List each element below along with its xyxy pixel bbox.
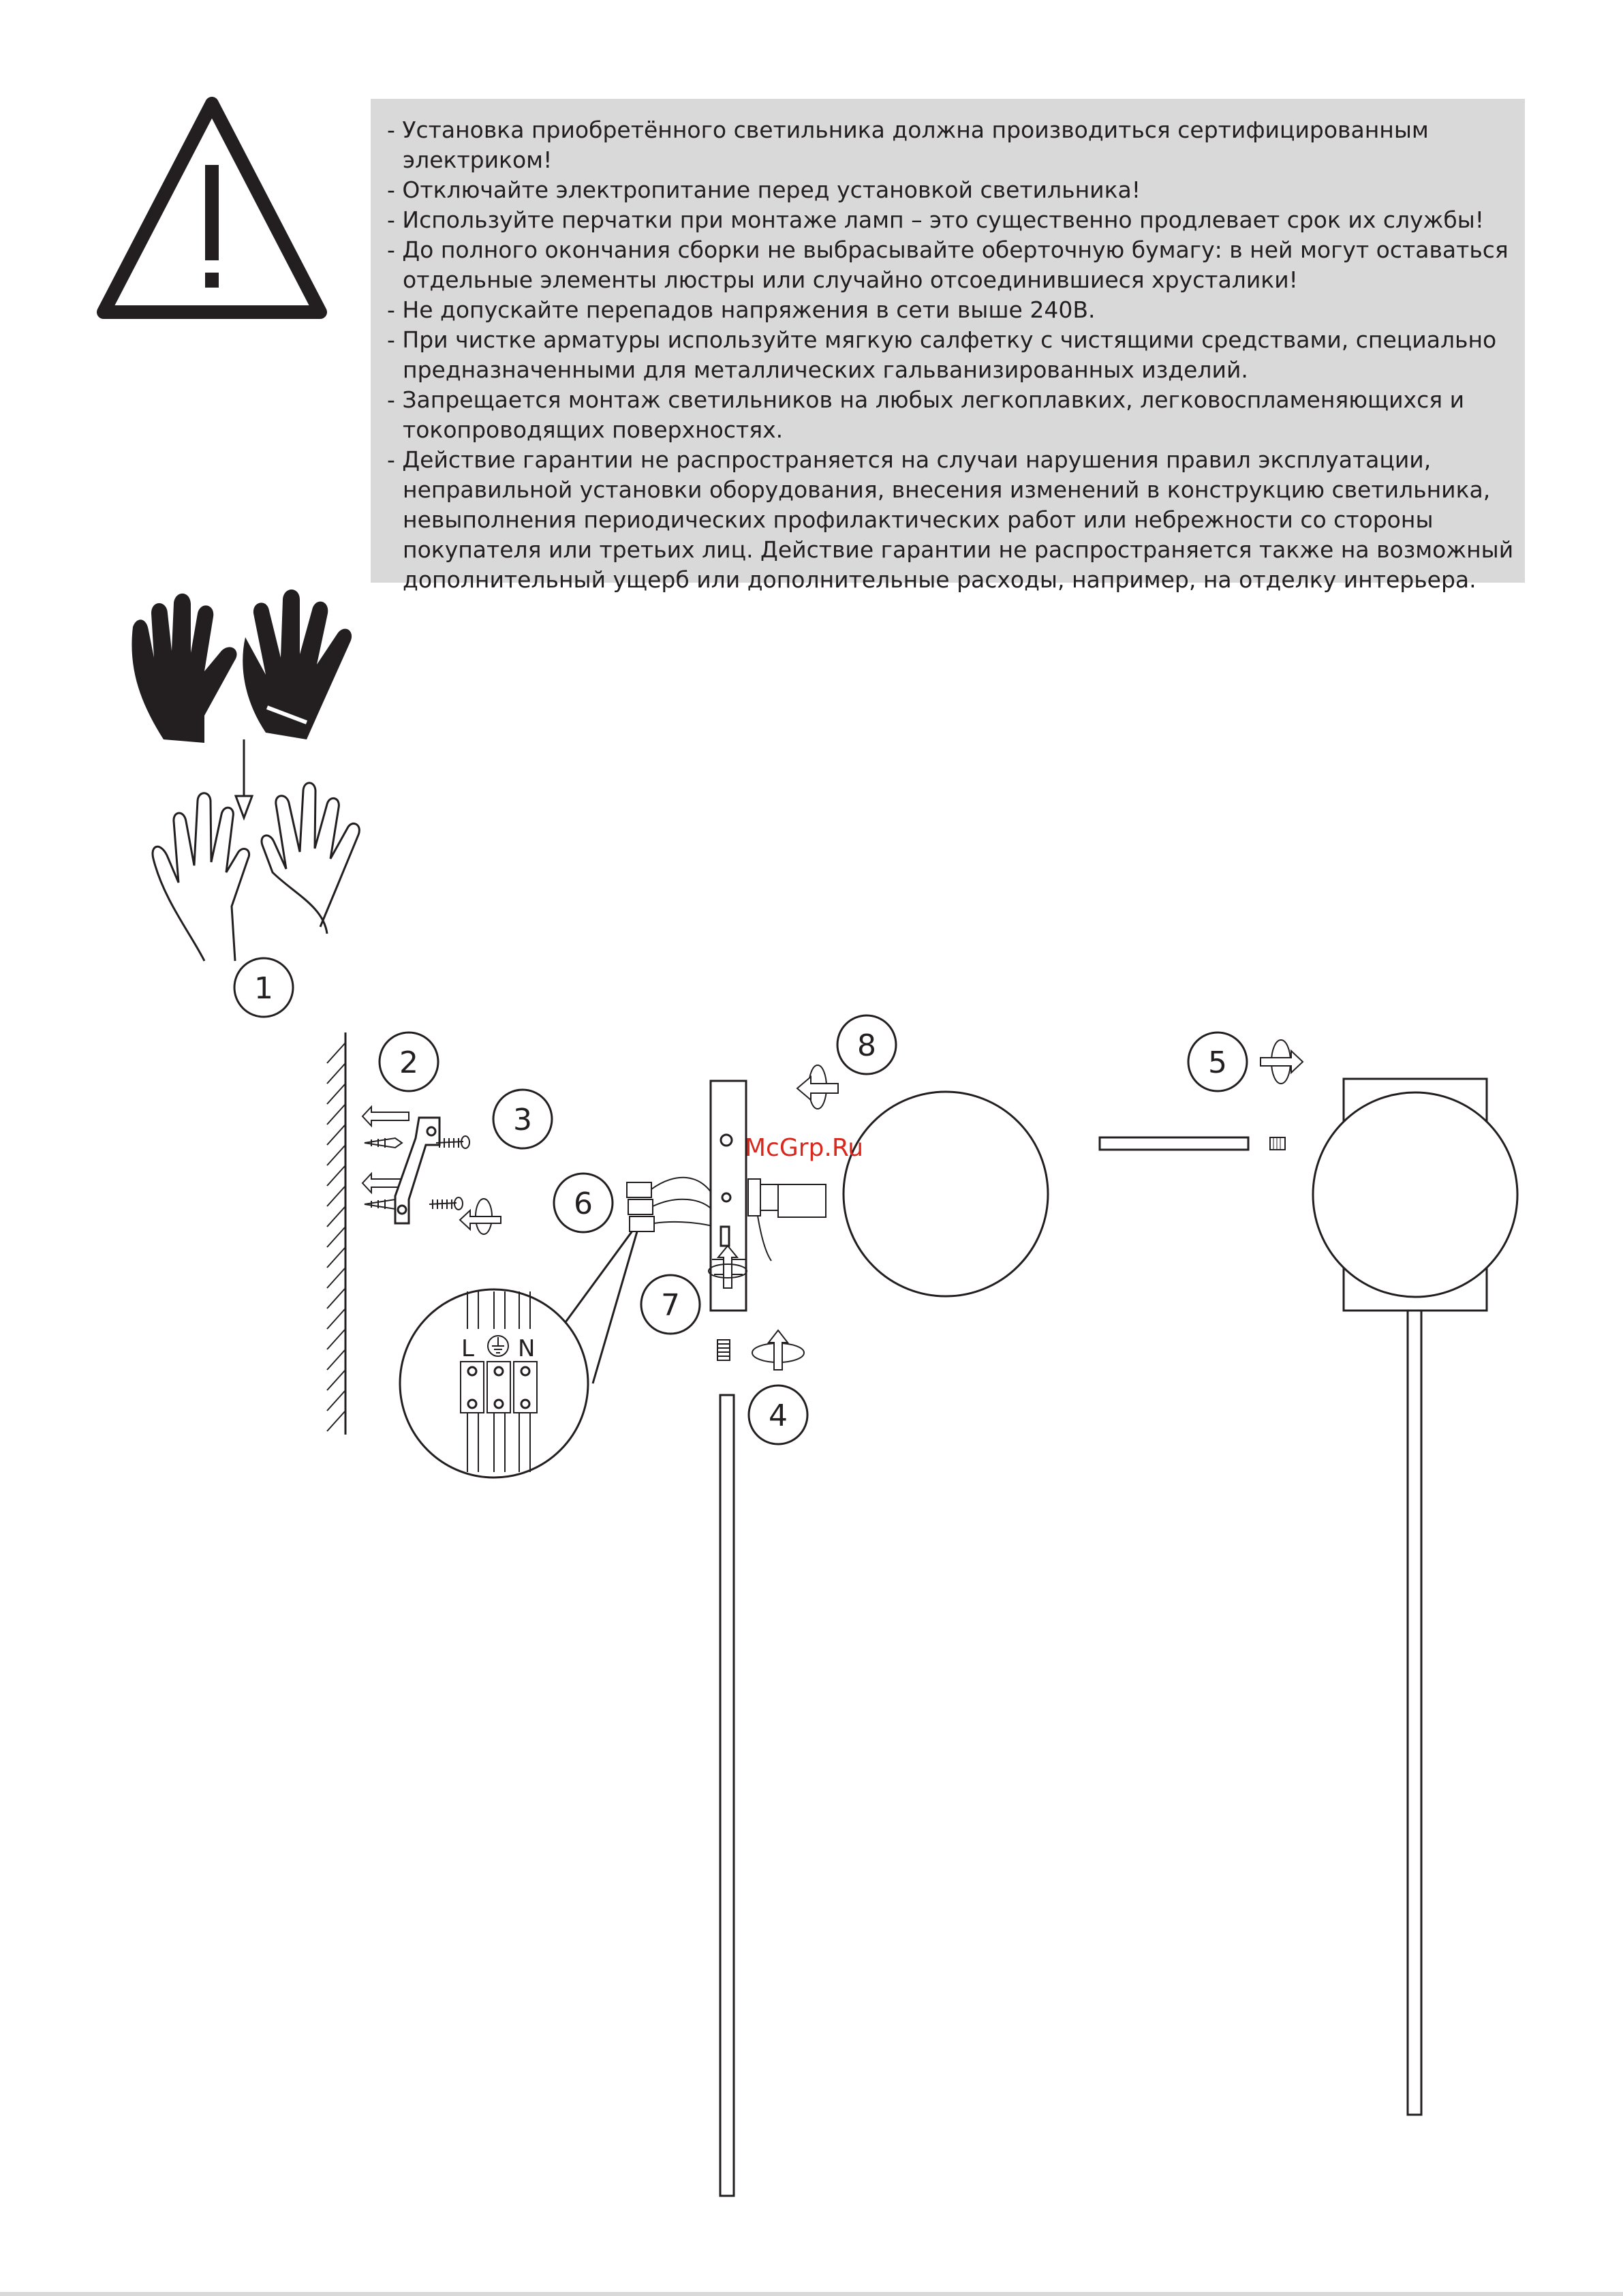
wall bbox=[327, 1032, 345, 1435]
step-2 bbox=[380, 1032, 438, 1091]
terminal-label-live: L bbox=[461, 1335, 474, 1362]
bare-hands-icon bbox=[153, 783, 359, 961]
gloves-down-arrow-icon bbox=[236, 739, 252, 818]
horizontal-rod bbox=[1100, 1137, 1285, 1150]
terminal-block bbox=[627, 1178, 715, 1231]
warning-item: - До полного окончания сборки не выбрасывайте оберточную бумагу: в ней могут оставаться отдельные элементы люстры или случайно отсоединившиеся хрусталики! bbox=[387, 236, 1509, 293]
step-6 bbox=[554, 1174, 613, 1232]
step-1 bbox=[234, 958, 293, 1017]
warning-item: - Действие гарантии не распространяется на случаи нарушения правил эксплуатации, неправильной установки оборудования, внесения изменений в конструкцию светильника, невыполнения периодических профилактических работ или небрежности со стороны покупателя или третьих лиц. Действие гарантии не распространяется также на возможный дополнительный ущерб или дополнительные расходы, например, на отделку интерьера. bbox=[387, 446, 1514, 593]
screw bbox=[429, 1136, 469, 1210]
rotate-arrow-icon bbox=[1261, 1040, 1303, 1084]
warning-item: - Установка приобретённого светильника должна производиться сертифицированным электриком! bbox=[387, 117, 1429, 173]
rotate-arrow-icon bbox=[752, 1330, 804, 1370]
warning-item: - Отключайте электропитание перед установкой светильника! bbox=[387, 177, 1141, 203]
warning-item: - Не допускайте перепадов напряжения в сети выше 240В. bbox=[387, 296, 1096, 323]
watermark: McGrp.Ru bbox=[745, 1134, 864, 1162]
step-number: 7 bbox=[661, 1288, 680, 1323]
step-3 bbox=[493, 1090, 552, 1148]
lamp-rod bbox=[720, 1395, 734, 2196]
rotate-arrow-icon bbox=[460, 1199, 501, 1234]
assembled-lamp bbox=[1313, 1079, 1517, 2115]
step-5 bbox=[1188, 1032, 1247, 1091]
warning-triangle-icon bbox=[104, 104, 320, 312]
gloves-icon bbox=[132, 590, 352, 750]
lamp-socket bbox=[748, 1179, 826, 1261]
step-number: 5 bbox=[1208, 1045, 1227, 1080]
step-number: 1 bbox=[254, 971, 273, 1006]
step-8 bbox=[837, 1015, 896, 1074]
globe-shade bbox=[844, 1092, 1048, 1296]
bushing bbox=[717, 1340, 730, 1360]
warning-item: - При чистке арматуры используйте мягкую салфетку с чистящими средствами, специально предназначенными для металлических гальванизированных изделий. bbox=[387, 326, 1497, 383]
step-4 bbox=[749, 1386, 807, 1444]
step-number: 3 bbox=[513, 1103, 532, 1137]
ground-symbol-icon bbox=[488, 1336, 508, 1356]
step-number: 6 bbox=[574, 1187, 593, 1221]
step-number: 8 bbox=[857, 1028, 876, 1063]
step-number: 4 bbox=[769, 1398, 788, 1433]
step-7 bbox=[641, 1275, 700, 1334]
warning-item: - Используйте перчатки при монтаже ламп – это существенно продлевает срок их службы! bbox=[387, 206, 1484, 233]
rotate-arrow-icon bbox=[797, 1065, 838, 1109]
warning-item: - Запрещается монтаж светильников на любых легкоплавких, легковоспламеняющихся и токопроводящих поверхностях. bbox=[387, 386, 1465, 443]
terminal-label-neutral: N bbox=[518, 1335, 536, 1362]
step-number: 2 bbox=[399, 1045, 418, 1080]
